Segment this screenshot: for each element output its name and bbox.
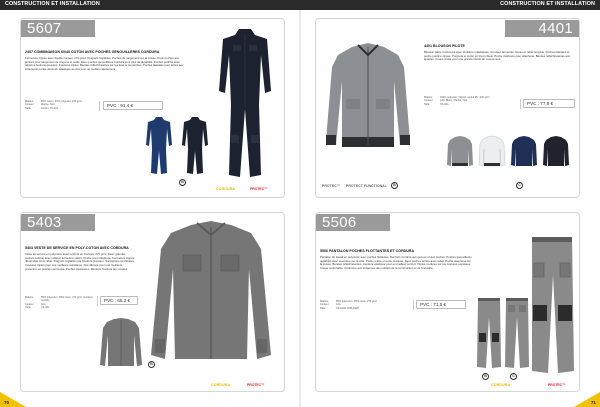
product-card-5403 [20,212,285,392]
work-jacket-image-small [99,317,143,369]
badge-b: B [148,361,155,368]
jacket-image-white [478,135,506,169]
product-specs: Matière 100% polyester, Oxford, enduit PU. 220 g/m² Couleur Gris, Blanc, Marine, Noir Taille XS-4XL [424,96,490,106]
jacket-image-large [324,41,412,159]
top-bar-left [0,0,300,10]
coverall-image-black [181,115,209,177]
divider [413,300,414,310]
product-specs: Matière 60% coton / 40% polyester. 270 g/m² Couleur Marine, Noir Taille 44-64 / XS-4XL [25,100,82,110]
trousers-image-large [528,235,576,375]
page-number-right: 71 [590,400,596,405]
badge-b: B [179,179,186,186]
coverall-image-large [217,25,273,185]
cordura-logo: CORDURA [216,187,236,191]
divider [97,296,98,306]
price-box: PVC : 91,4 € [103,101,163,110]
protec-logo: PROTEC™ [548,383,566,387]
product-description: Veste de service en polycoton avec renforts en Cordura. 270 g/m². Deux grandes poches poitrine avec rabat et fermeture velcro. Poche pour téléphone. Fermeture zippée dissimulée sous rabat. Poignets réglables par boutons-pression. Surpiqûres contrastées. Coutures triples pour une meilleure résistance. Dos allongé pour une meilleure protection en position accroupie. Poches intérieures. Renforts Cordura aux coudes. [25,252,135,271]
badge-c: C [510,373,517,380]
product-card-5607 [20,18,285,198]
badge-b: B [482,373,489,380]
cordura-logo: CORDURA [491,383,511,387]
divider [520,99,521,109]
work-jacket-image-large [147,219,275,369]
protec-logo: PROTEC™ [247,383,265,387]
section-title-right: CONSTRUCTION ET INSTALLATION [500,1,595,7]
product-number: 5403 [21,214,95,231]
product-card-5506 [315,212,580,392]
protect-functional-logo: PROTECT FUNCTIONAL [346,184,387,188]
product-card-4401 [315,18,580,198]
product-number: 5607 [21,20,95,37]
page-spine [299,10,301,407]
trousers-image-small-back [504,297,530,369]
price-box: PVC : 65,2 € [100,296,138,305]
section-title-left: CONSTRUCTION ET INSTALLATION [5,1,100,7]
product-description: Pantalon de travail en polycoton avec poches flottantes. Renforts Cordura aux genoux et aux poches. Poches genouillères réglables avec ouverture sur le côté. Poche mètre et porte-marteau. Deux poches arrière avec rabat. Poche téléphone sur la cuisse. Bandes réfléchissantes. Ceinture élastique pour un meilleur confort. Triples coutures sur les coutures exposées. Coupe confortable. Conforme aux exigences des métiers de la construction et de l'industrie. [320,255,472,271]
product-number: 4401 [505,20,579,37]
divider [99,101,100,111]
product-heading: 5506 PANTALON POCHES FLOTTANTES ET CORDURA [320,249,415,253]
product-heading: 5403 VESTE DE SERVICE EN POLY-COTON AVEC CORDURA [25,246,129,250]
product-description: Fermeture zippée avec double curseur. 270 g/m2. Poignets réglables. Poches de rangement sur la cuisse. Deux poches aux jambes pour rangement de crayons et outils. Deux poches genouillères Cordura pour plus de durabilité. Poches poitrine avec rabats à boutons-pression. Coutures triples. Bandes réfléchissantes sur les bras et les jambes. Poches latérales pour accès aux vêtements portés dessous. Élastique au dos pour un meilleur ajustement. [25,56,184,72]
protec-logo: PROTEC™ [250,187,268,191]
product-number: 5506 [316,214,390,231]
product-description: Blouson pilote rembourré avec doublure matelassée. Col avec fermeture zippée et rabat tempête. Poches latérales et poche poitrine zippée. Poignets et ourlet en tricot côtelé. Poche intérieure pour téléphone. Bandes réfléchissantes aux épaules. Coupe droite pour une grande liberté de mouvement. [424,50,570,62]
trousers-image-small-front [476,297,502,369]
badge-c: C [516,182,523,189]
price-box: PVC : 77,9 € [523,99,575,108]
product-heading: 2407 COMBINAISON 60/40 COTON AVEC POCHES GENOUILLÈRES CORDURA [25,50,160,54]
top-bar-right [300,0,600,10]
page-number-left: 70 [4,400,10,405]
coverall-image-navy [145,115,173,177]
product-specs: Matière 65% polyester / 35% coton, 270 g/m² Couleur Gris Taille C44-C64, D88-D128 [320,300,377,310]
jacket-image-grey [446,135,474,169]
jacket-image-black [542,135,570,169]
cordura-logo: CORDURA [211,383,231,387]
product-heading: 4401 BLOUSON PILOTE [424,44,465,48]
price-box: PVC : 71,5 € [416,300,466,309]
product-specs: Matière 65% polyester / 35% coton, 270 g/m². Cordura renforts Couleur Gris Taille XS-4XL [25,296,93,309]
jacket-image-navy [510,135,538,169]
badge-b: B [391,182,398,189]
protec-logo: PROTEC™ [322,184,341,188]
